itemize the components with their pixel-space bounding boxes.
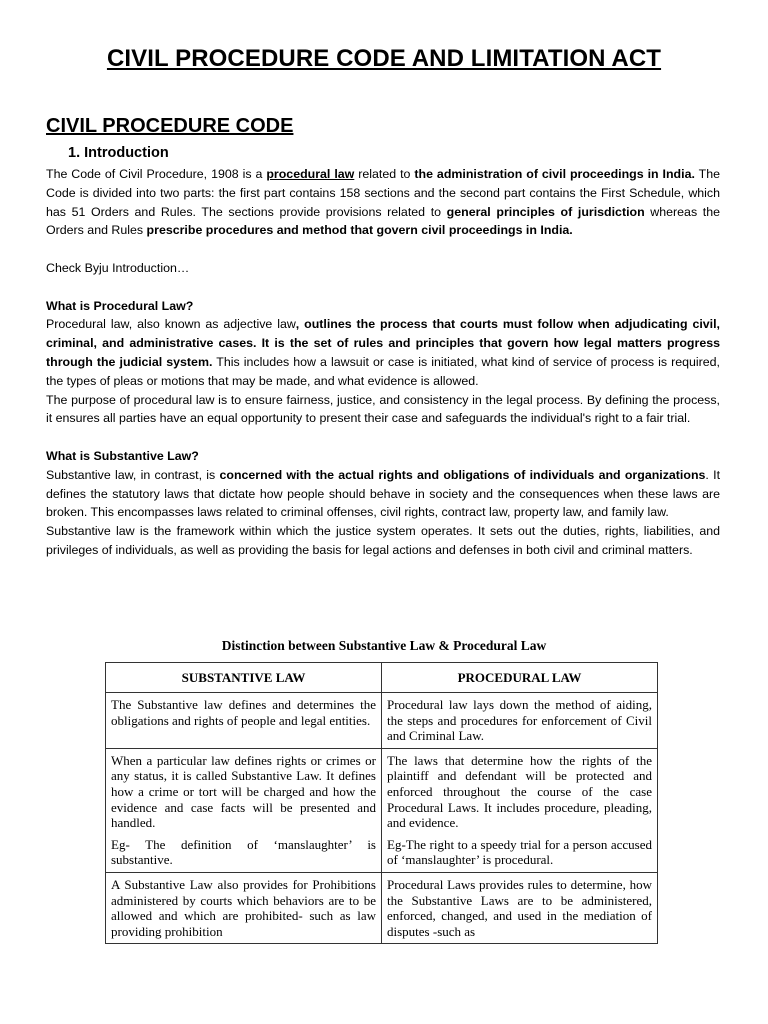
cell-text: The Substantive law defines and determines the obligations and rights of people and legal entities. <box>111 697 376 728</box>
comparison-table <box>105 662 658 944</box>
intro-paragraph <box>46 165 720 240</box>
document-title: CIVIL PROCEDURE CODE AND LIMITATION ACT <box>106 45 662 72</box>
cell-example: Eg-The right to a speedy trial for a person accused of ‘manslaughter’ is procedural. <box>387 836 652 868</box>
cell-text: When a particular law defines rights or crimes or any status, it is called Substantive Law. It defines how a crime or tort will be charged and how the evidence and case facts will be presented and handled. <box>111 752 376 831</box>
text-run: The Code is divided into two parts: the first part contains 158 sections and the second part contains the First Schedule, which has 51 Orders and Rules. The sections provide provisions related to <box>46 167 720 219</box>
table-cell <box>382 693 658 749</box>
section-heading: CIVIL PROCEDURE CODE <box>46 115 294 137</box>
text-run: general principles of jurisdiction <box>446 204 645 219</box>
table-cell <box>106 872 382 943</box>
subsection-heading: 1. Introduction <box>68 145 169 161</box>
text-run: Procedural law, also known as adjective law <box>46 317 296 332</box>
table-caption: Distinction between Substantive Law & Procedural Law <box>221 638 547 653</box>
text-run: . It defines the statutory laws that dictate how people should behave in society and the consequences when these laws are broken. This encompasses laws related to criminal offenses, civil rights, contract law, property law, and family law. <box>46 467 721 520</box>
table-cell <box>382 872 658 943</box>
table-cell <box>106 748 382 872</box>
text-run: Substantive law, in contrast, is <box>46 467 220 482</box>
cell-example: Eg- The definition of ‘manslaughter’ is substantive. <box>111 836 376 868</box>
table-row <box>106 872 658 943</box>
cell-text: Procedural law lays down the method of aiding, the steps and procedures for enforcement of Civil and Criminal Law. <box>387 697 652 744</box>
table-cell <box>382 748 658 872</box>
table-row <box>106 748 658 872</box>
column-header-procedural: PROCEDURAL LAW <box>382 663 658 693</box>
procedural-heading: What is Procedural Law? <box>46 298 194 313</box>
procedural-paragraph-2: The purpose of procedural law is to ensure fairness, justice, and consistency in the legal process. By defining the process, it ensures all parties have an equal opportunity to present their case and safeguards the individual's right to a fair trial. <box>46 392 720 426</box>
cell-text: The laws that determine how the rights of the plaintiff and defendant will be protected and enforced throughout the course of the case Procedural Laws. It includes procedure, pleading, and evidence. <box>387 752 652 831</box>
cell-text: A Substantive Law also provides for Prohibitions administered by courts which behaviors are to be allowed and which are prohibited- such as law providing prohibition <box>111 876 376 939</box>
procedural-paragraph-1 <box>46 315 720 390</box>
table-header-row <box>106 663 658 693</box>
text-run: The Code of Civil Procedure, 1908 is a <box>46 167 267 181</box>
text-run: whereas the Orders and Rules <box>46 204 721 238</box>
substantive-heading: What is Substantive Law? <box>46 448 199 463</box>
text-run: , outlines the process that courts must follow when adjudicating civil, criminal, and administrative cases. It is the set of rules and principles that govern how legal matters progress through the judicial system. <box>46 317 720 369</box>
cell-text: Procedural Laws provides rules to determine, how the Substantive Laws are to be administered, enforced, changed, and used in the mediation of disputes -such as <box>387 876 652 939</box>
text-run: concerned with the actual rights and obligations of individuals and organizations <box>219 467 706 482</box>
body-text <box>46 165 720 560</box>
column-header-substantive: SUBSTANTIVE LAW <box>106 663 382 693</box>
text-run: procedural law <box>266 167 355 181</box>
text-run: related to <box>354 167 415 181</box>
text-run: This includes how a lawsuit or case is initiated, what kind of service of process is required, the types of pleas or motions that may be made, and what evidence is allowed. <box>46 354 720 388</box>
text-run: prescribe procedures and method that govern civil proceedings in India. <box>146 223 573 238</box>
text-run: the administration of civil proceedings in India. <box>414 167 695 181</box>
substantive-paragraph-2: Substantive law is the framework within which the justice system operates. It sets out the duties, rights, liabilities, and privileges of individuals, as well as providing the basis for legal actions and defenses in both civil and criminal matters. <box>46 524 720 557</box>
check-note: Check Byju Introduction… <box>46 260 190 275</box>
table-cell <box>106 693 382 749</box>
substantive-paragraph-1 <box>46 466 720 522</box>
table-row <box>106 693 658 749</box>
